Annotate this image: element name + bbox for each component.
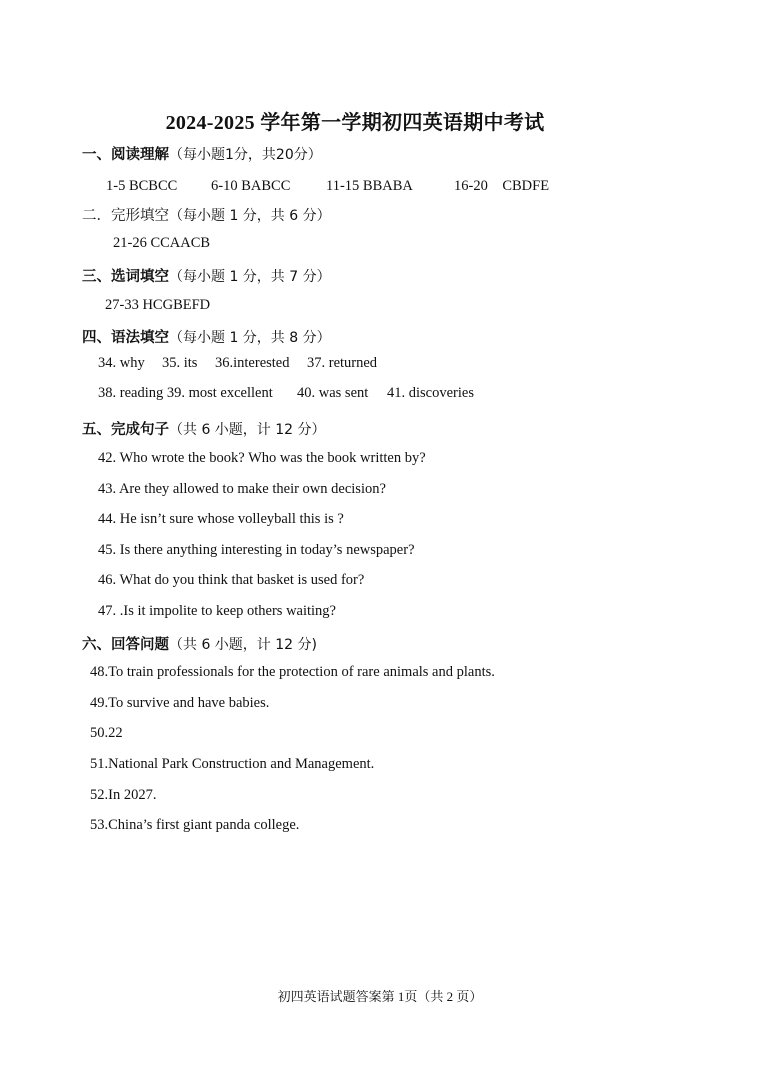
section-heading-answer-questions <box>82 633 317 654</box>
section-name: 回答问题 <box>111 637 169 653</box>
section-name: 完形填空 <box>111 208 169 224</box>
section-heading-grammar <box>82 326 331 347</box>
answer-group: 11-15 BBABA <box>326 178 413 194</box>
section-number: 六、 <box>82 637 111 653</box>
section-score-note: （每小题 1 分，共 6 分） <box>169 208 331 224</box>
section-number: 五、 <box>82 422 111 438</box>
answer-group: 41. discoveries <box>387 385 474 401</box>
answer-line: 53.China’s first giant panda college. <box>90 817 300 833</box>
section-name: 语法填空 <box>111 330 169 346</box>
section-name: 选词填空 <box>111 269 169 285</box>
section-score-note: （共 6 小题，计 12 分) <box>169 637 317 653</box>
section-score-note: （每小题1分，共20分） <box>169 147 322 163</box>
answer-line: 43. Are they allowed to make their own decision? <box>98 481 386 497</box>
answer-line <box>105 297 210 314</box>
answer-line: 48.To train professionals for the protection of rare animals and plants. <box>90 664 495 680</box>
section-score-note: （共 6 小题，计 12 分） <box>169 422 326 438</box>
answer-group: 37. returned <box>307 355 378 371</box>
answer-group: 40. was sent <box>297 385 369 401</box>
section-heading-sentence-completion <box>82 418 326 439</box>
answer-line <box>113 235 210 252</box>
answer-group: 16-20 CBDFE <box>454 178 550 194</box>
section-name: 阅读理解 <box>111 147 169 163</box>
section-score-note: （每小题 1 分，共 8 分） <box>169 330 331 346</box>
section-heading-reading <box>82 143 322 164</box>
answer-line: 44. He isn’t sure whose volleyball this is ? <box>98 511 344 527</box>
section-score-note: （每小题 1 分，共 7 分） <box>169 269 331 285</box>
answer-line: 45. Is there anything interesting in today’s newspaper? <box>98 542 415 558</box>
answer-group: 21-26 CCAACB <box>113 235 211 251</box>
answer-line <box>98 385 474 402</box>
section-heading-word-choice <box>82 265 331 286</box>
section-number: 四、 <box>82 330 111 346</box>
page-footer: 初四英语试题答案第 1页（共 2 页） <box>277 989 483 1004</box>
section-number: 一、 <box>82 147 111 163</box>
answer-group: 27-33 HCGBEFD <box>105 297 211 313</box>
answer-line: 50.22 <box>90 725 123 741</box>
section-heading-cloze <box>82 204 331 225</box>
answer-line: 46. What do you think that basket is used for? <box>98 572 365 588</box>
answer-line <box>106 174 549 195</box>
answer-line <box>98 355 377 372</box>
answer-line: 49.To survive and have babies. <box>90 695 270 711</box>
section-number: 二． <box>82 208 111 224</box>
answer-group: 36.interested <box>215 355 290 371</box>
answer-group: 38. reading 39. most excellent <box>98 385 273 401</box>
section-number: 三、 <box>82 269 111 285</box>
answer-line: 52.In 2027. <box>90 787 157 803</box>
answer-line: 51.National Park Construction and Management. <box>90 756 375 772</box>
page-title: 2024-2025 学年第一学期初四英语期中考试 <box>165 112 545 134</box>
answer-line: 47. .Is it impolite to keep others waiting? <box>98 603 336 619</box>
section-name: 完成句子 <box>111 422 169 438</box>
answer-group: 6-10 BABCC <box>211 178 291 194</box>
answer-group: 34. why <box>98 355 145 371</box>
answer-group: 1-5 BCBCC <box>106 178 178 194</box>
answer-group: 35. its <box>162 355 198 371</box>
answer-line: 42. Who wrote the book? Who was the book written by? <box>98 450 426 466</box>
